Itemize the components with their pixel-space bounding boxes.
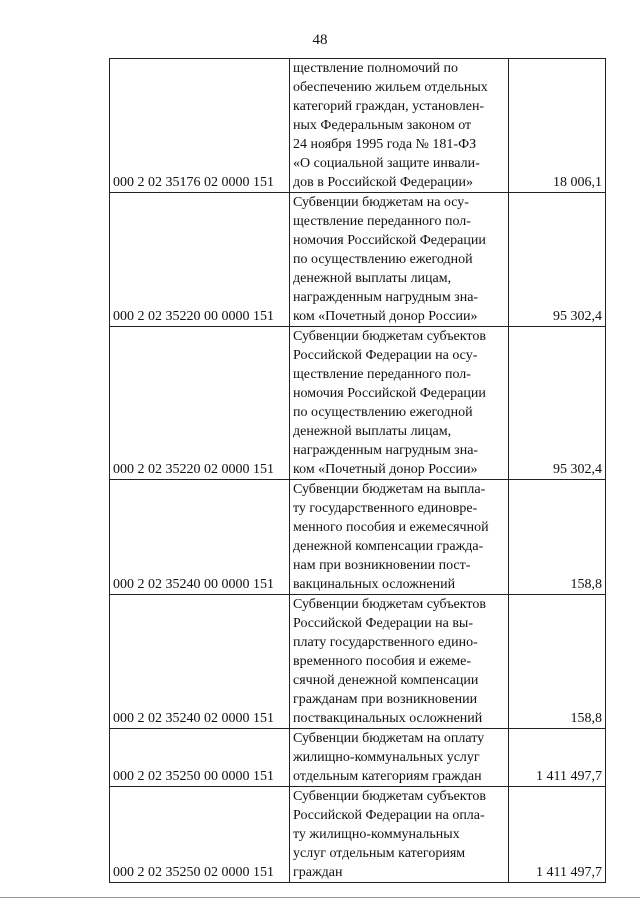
description-line: Субвенции бюджетам субъектов — [293, 329, 486, 344]
description-line: денежной компенсации гражда- — [293, 539, 484, 554]
description-line: Российской Федерации на опла- — [293, 808, 485, 823]
amount-cell: 95 302,4 — [509, 193, 606, 327]
description-cell — [290, 327, 509, 480]
description-line: категорий граждан, установлен- — [293, 99, 485, 114]
description-cell — [290, 193, 509, 327]
description-line: поствакцинальных осложнений — [293, 711, 483, 726]
description-line: по осуществлению ежегодной — [293, 405, 473, 420]
amount-cell: 18 006,1 — [509, 59, 606, 193]
budget-code-cell: 000 2 02 35240 00 0000 151 — [110, 480, 290, 595]
table-row — [110, 193, 606, 327]
budget-code-cell: 000 2 02 35250 02 0000 151 — [110, 787, 290, 883]
description-line: Субвенции бюджетам на осу- — [293, 195, 469, 210]
description-line: сячной денежной компенсации — [293, 673, 479, 688]
description-line: денежной выплаты лицам, — [293, 271, 452, 286]
description-line: отдельным категориям граждан — [293, 769, 482, 784]
description-line: ществление полномочий по — [293, 61, 459, 76]
table-row — [110, 59, 606, 193]
budget-table — [109, 58, 606, 883]
table-body — [110, 59, 606, 883]
description-cell — [290, 59, 509, 193]
table-row — [110, 327, 606, 480]
description-line: ком «Почетный донор России» — [293, 462, 478, 477]
budget-code-cell: 000 2 02 35220 02 0000 151 — [110, 327, 290, 480]
amount-cell: 158,8 — [509, 480, 606, 595]
description-line: нам при возникновении пост- — [293, 558, 471, 573]
budget-code-cell: 000 2 02 35250 00 0000 151 — [110, 729, 290, 787]
description-line: денежной выплаты лицам, — [293, 424, 452, 439]
description-line: 24 ноября 1995 года № 181-ФЗ — [293, 137, 477, 152]
description-line: Субвенции бюджетам субъектов — [293, 789, 486, 804]
description-line: Субвенции бюджетам на выпла- — [293, 482, 486, 497]
description-line: ществление переданного пол- — [293, 214, 471, 229]
description-line: вакцинальных осложнений — [293, 577, 456, 592]
description-line: ных Федеральным законом от — [293, 118, 472, 133]
description-cell — [290, 480, 509, 595]
budget-code-cell: 000 2 02 35220 00 0000 151 — [110, 193, 290, 327]
description-line: ком «Почетный донор России» — [293, 309, 478, 324]
description-line: граждан — [293, 865, 343, 880]
description-line: Субвенции бюджетам на оплату — [293, 731, 485, 746]
description-line: услуг отдельным категориям — [293, 846, 466, 861]
description-line: награжденным нагрудным зна- — [293, 443, 479, 458]
bottom-divider — [0, 897, 640, 898]
description-line: награжденным нагрудным зна- — [293, 290, 479, 305]
page-number: 48 — [312, 32, 328, 48]
table-row — [110, 729, 606, 787]
amount-cell: 158,8 — [509, 595, 606, 729]
description-line: дов в Российской Федерации» — [293, 175, 473, 190]
description-line: ществление переданного пол- — [293, 367, 471, 382]
description-line: менного пособия и ежемесячной — [293, 520, 489, 535]
description-line: гражданам при возникновении — [293, 692, 478, 707]
table-row — [110, 595, 606, 729]
description-line: ту жилищно-коммунальных — [293, 827, 460, 842]
amount-cell: 1 411 497,7 — [509, 729, 606, 787]
description-line: ту государственного единовре- — [293, 501, 478, 516]
description-line: плату государственного едино- — [293, 635, 478, 650]
amount-cell: 95 302,4 — [509, 327, 606, 480]
description-line: жилищно-коммунальных услуг — [293, 750, 480, 765]
budget-code-cell: 000 2 02 35176 02 0000 151 — [110, 59, 290, 193]
amount-cell: 1 411 497,7 — [509, 787, 606, 883]
description-line: Российской Федерации на осу- — [293, 348, 478, 363]
budget-code-cell: 000 2 02 35240 02 0000 151 — [110, 595, 290, 729]
description-line: временного пособия и ежеме- — [293, 654, 472, 669]
description-line: «О социальной защите инвали- — [293, 156, 480, 171]
description-cell — [290, 787, 509, 883]
description-line: Субвенции бюджетам субъектов — [293, 597, 486, 612]
description-line: номочия Российской Федерации — [293, 233, 486, 248]
description-line: по осуществлению ежегодной — [293, 252, 473, 267]
description-cell — [290, 729, 509, 787]
table-row — [110, 480, 606, 595]
description-line: обеспечению жильем отдельных — [293, 80, 488, 95]
description-line: Российской Федерации на вы- — [293, 616, 473, 631]
description-line: номочия Российской Федерации — [293, 386, 486, 401]
table-row — [110, 787, 606, 883]
description-cell — [290, 595, 509, 729]
